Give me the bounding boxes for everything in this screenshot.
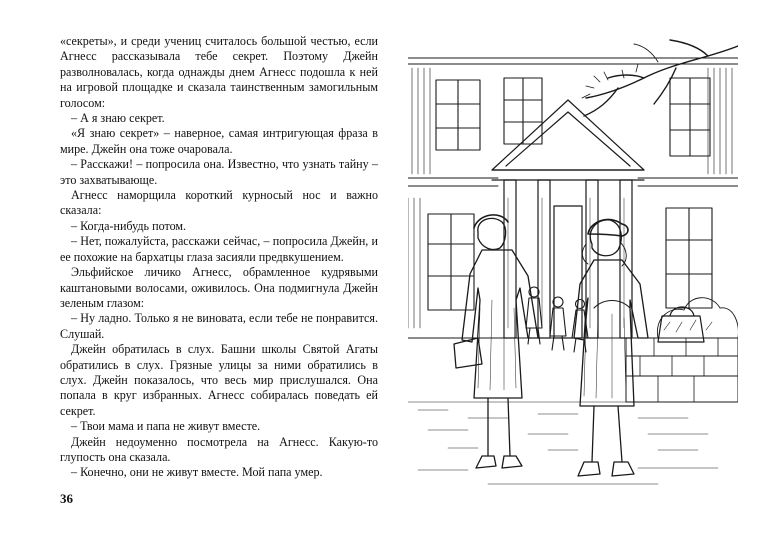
paragraph: «секреты», и среди учениц считалось большой честью, если Агнесс рассказывала тебе секрет. Поэтому Джейн разволновалась, когда однажды днем Агнесс подошла к ней на игровой площадке и сказала таинственным замогильным голосом: [60,34,378,110]
paragraph: – Конечно, они не живут вместе. Мой папа умер. [71,465,323,480]
paragraph: – А я знаю секрет. [71,111,165,126]
bushes [657,298,738,338]
paragraph: – Когда-нибудь потом. [71,218,187,233]
illustration-drawing [408,38,738,492]
paragraph: Эльфийское личико Агнесс, обрамленное кудрявыми каштановыми волосами, оживилось. Она подмигнула Джейн зеленым глазом: [60,265,378,310]
page-number: 36 [60,491,73,506]
paragraph: «Я знаю секрет» – наверное, самая интригующая фраза в мире. Джейн она тоже очаровала. [60,126,378,156]
ground [408,402,738,484]
paragraph: – Нет, пожалуйста, расскажи сейчас, – попросила Джейн, и ее похожие на бархатцы глаза засияли предвкушением. [60,234,378,264]
text-column [60,34,378,481]
tree-branches [582,40,738,116]
paragraph: – Расскажи! – попросила она. Известно, что узнать тайну – это захватывающе. [60,157,378,187]
girl-right [574,219,648,476]
paragraph: – Твои мама и папа не живут вместе. [71,419,261,434]
paragraph: Агнесс наморщила короткий курносый нос и важно сказала: [60,188,378,218]
paragraph: – Ну ладно. Только я не виновата, если тебе не понравится. Слушай. [60,311,378,341]
stone-wall [626,338,738,402]
satchel [658,307,704,342]
illustration [408,38,738,492]
paragraph: Джейн обратилась в слух. Башни школы Святой Агаты обратились в слух. Грязные улицы за ними обратились в слух. Джейн показалось, что весь мир прислушался. Она попала в круг избранных. Агнесс собиралась поведать ей секрет. [60,342,378,418]
paragraph: Джейн недоуменно посмотрела на Агнесс. Какую-то глупость она сказала. [60,434,378,464]
lower-windows [428,208,712,310]
